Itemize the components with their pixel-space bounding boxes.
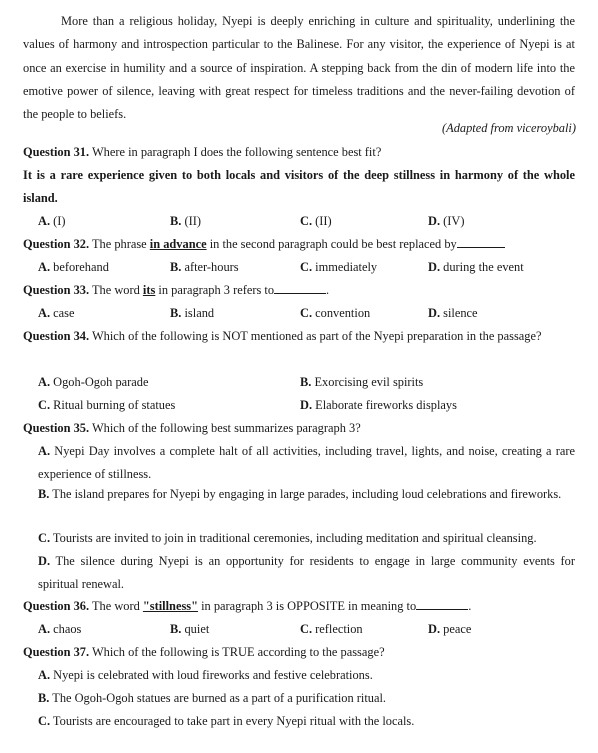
intro-paragraph: More than a religious holiday, Nyepi is deeply enriching in culture and spirituality, underlining the values of harmony and introspection particular to the Balinese. For any visitor, the experience of Nyepi is at once an exercise in humility and a source of inspiration. A stepping back from the din of modern life into the emotive power of silence, leaving with great respect for timeless traditions and the never-failing devotion of the people to beliefs.: [23, 14, 575, 122]
question-36-pre: The word: [91, 599, 140, 613]
question-33: [23, 279, 329, 302]
q35-option-d[interactable]: [38, 550, 575, 597]
q31-option-b[interactable]: [170, 210, 201, 233]
source-credit: (Adapted from viceroybali): [442, 121, 576, 135]
q34-option-c[interactable]: [38, 394, 175, 417]
question-32-phrase: in advance: [149, 237, 207, 251]
option-label: A.: [38, 214, 51, 228]
option-label: B.: [170, 622, 182, 636]
option-text: The silence during Nyepi is an opportunity for residents to engage in large community events for spiritual renewal.: [38, 554, 576, 592]
option-text: chaos: [53, 622, 82, 636]
question-31-number: Question 31.: [23, 145, 90, 159]
question-36-post: in paragraph 3 is OPPOSITE in meaning to: [201, 599, 417, 613]
question-37: [23, 641, 385, 664]
q35-option-b[interactable]: [38, 483, 575, 506]
option-text: during the event: [443, 260, 524, 274]
q36-option-c[interactable]: [300, 618, 363, 641]
option-text: Nyepi is celebrated with loud fireworks and festive celebrations.: [53, 668, 373, 682]
option-text: immediately: [315, 260, 378, 274]
option-label: C.: [300, 306, 313, 320]
q33-option-d[interactable]: [428, 302, 478, 325]
question-33-number: Question 33.: [23, 283, 90, 297]
question-32-number: Question 32.: [23, 237, 90, 251]
q37-option-a[interactable]: [38, 664, 373, 687]
question-33-pre: The word: [91, 283, 140, 297]
q35-option-a[interactable]: [38, 440, 575, 487]
option-label: D.: [428, 260, 441, 274]
option-text: case: [53, 306, 75, 320]
option-text: convention: [315, 306, 371, 320]
option-text: island: [184, 306, 215, 320]
question-37-text: Which of the following is TRUE according to the passage?: [91, 645, 385, 659]
option-label: A.: [38, 375, 51, 389]
q37-option-c[interactable]: [38, 710, 414, 733]
q32-option-b[interactable]: [170, 256, 239, 279]
option-text: Ogoh-Ogoh parade: [53, 375, 149, 389]
option-label: D.: [300, 398, 313, 412]
question-36: [23, 595, 471, 618]
option-label: A.: [38, 668, 51, 682]
option-label: B.: [170, 260, 182, 274]
question-36-word: "stillness": [142, 599, 198, 613]
option-label: D.: [428, 306, 441, 320]
question-32: [23, 233, 505, 256]
option-label: C.: [300, 260, 313, 274]
q31-option-c[interactable]: [300, 210, 332, 233]
option-text: beforehand: [53, 260, 109, 274]
option-label: C.: [300, 622, 313, 636]
option-label: A.: [38, 306, 51, 320]
answer-blank: [416, 598, 468, 610]
q33-option-b[interactable]: [170, 302, 214, 325]
q32-option-d[interactable]: [428, 256, 524, 279]
question-34: [23, 325, 575, 348]
answer-blank: [274, 282, 326, 294]
option-label: D.: [428, 622, 441, 636]
question-31-text: Where in paragraph I does the following sentence best fit?: [91, 145, 382, 159]
question-37-number: Question 37.: [23, 645, 90, 659]
option-label: B.: [300, 375, 312, 389]
option-text: (IV): [443, 214, 465, 228]
question-35-text: Which of the following best summarizes paragraph 3?: [91, 421, 361, 435]
question-31-sentence: It is a rare experience given to both locals and visitors of the deep stillness in harmony of the whole island.: [23, 168, 575, 206]
question-35-number: Question 35.: [23, 421, 90, 435]
question-33-end: .: [326, 283, 330, 297]
question-33-word: its: [142, 283, 156, 297]
q32-option-c[interactable]: [300, 256, 377, 279]
option-text: (II): [184, 214, 201, 228]
q35-option-c[interactable]: [38, 527, 575, 550]
option-text: Ritual burning of statues: [53, 398, 176, 412]
option-label: C.: [300, 214, 313, 228]
q34-option-b[interactable]: [300, 371, 423, 394]
question-32-pre: The phrase: [91, 237, 147, 251]
option-text: peace: [443, 622, 472, 636]
option-text: Nyepi Day involves a complete halt of all activities, including travel, lights, and noise, creating a rare experience of stillness.: [38, 444, 575, 482]
option-label: C.: [38, 714, 51, 728]
option-text: The Ogoh-Ogoh statues are burned as a part of a purification ritual.: [52, 691, 386, 705]
question-33-post: in paragraph 3 refers to: [158, 283, 275, 297]
option-label: B.: [170, 306, 182, 320]
option-text: after-hours: [184, 260, 239, 274]
option-text: (II): [315, 214, 332, 228]
option-text: silence: [443, 306, 478, 320]
q32-option-a[interactable]: [38, 256, 109, 279]
q33-option-a[interactable]: [38, 302, 74, 325]
q31-option-d[interactable]: [428, 210, 464, 233]
question-34-number: Question 34.: [23, 329, 90, 343]
q34-option-d[interactable]: [300, 394, 457, 417]
q31-option-a[interactable]: [38, 210, 66, 233]
q34-option-a[interactable]: [38, 371, 148, 394]
q36-option-b[interactable]: [170, 618, 209, 641]
option-label: B.: [170, 214, 182, 228]
question-32-post: in the second paragraph could be best replaced by: [209, 237, 457, 251]
q36-option-a[interactable]: [38, 618, 81, 641]
option-label: B.: [38, 691, 50, 705]
option-label: A.: [38, 260, 51, 274]
option-text: Tourists are invited to join in traditional ceremonies, including meditation and spiritual cleansing.: [52, 531, 537, 545]
q36-option-d[interactable]: [428, 618, 471, 641]
option-label: C.: [38, 398, 51, 412]
option-text: Tourists are encouraged to take part in every Nyepi ritual with the locals.: [52, 714, 415, 728]
option-text: reflection: [315, 622, 363, 636]
question-36-number: Question 36.: [23, 599, 90, 613]
option-text: (I): [53, 214, 66, 228]
option-text: quiet: [184, 622, 210, 636]
option-text: Exorcising evil spirits: [314, 375, 424, 389]
q37-option-b[interactable]: [38, 687, 386, 710]
question-35: [23, 417, 361, 440]
option-text: Elaborate fireworks displays: [315, 398, 457, 412]
option-label: A.: [38, 444, 51, 458]
option-label: D.: [428, 214, 441, 228]
option-label: A.: [38, 622, 51, 636]
option-label: B.: [38, 487, 50, 501]
question-31: [23, 141, 381, 164]
option-label: D.: [38, 554, 51, 568]
option-text: The island prepares for Nyepi by engaging in large parades, including loud celebrations and fireworks.: [52, 487, 562, 501]
answer-blank: [457, 236, 505, 248]
question-34-text: Which of the following is NOT mentioned as part of the Nyepi preparation in the passage?: [91, 329, 542, 343]
q33-option-c[interactable]: [300, 302, 370, 325]
question-36-end: .: [468, 599, 472, 613]
option-label: C.: [38, 531, 51, 545]
